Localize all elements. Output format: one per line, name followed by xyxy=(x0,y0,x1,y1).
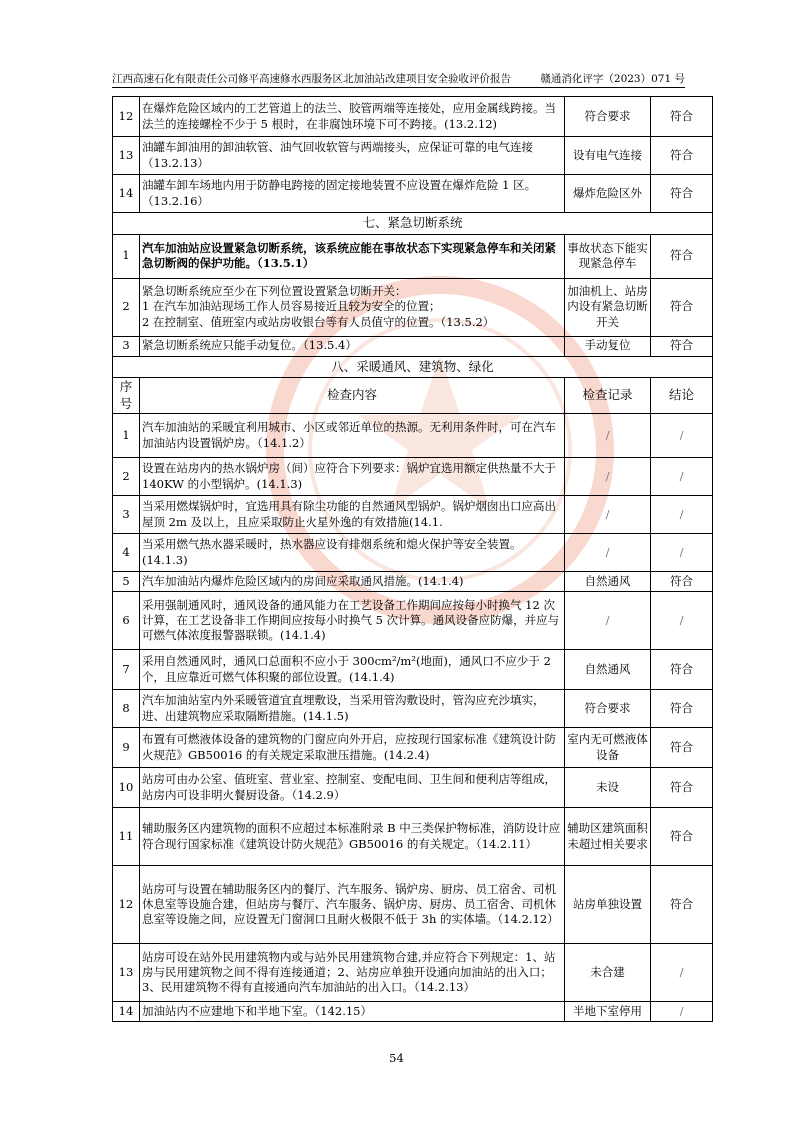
section-heading: 八、采暖通风、建筑物、绿化 xyxy=(113,356,713,378)
row-record: 设有电气连接 xyxy=(565,137,651,175)
row-result: 符合 xyxy=(651,650,713,690)
row-number: 14 xyxy=(113,1002,140,1022)
row-content: 站房可设在站外民用建筑物内或与站外民用建筑物合建,并应符合下列规定：1、站房与民用建筑物之间不得有连接通道；2、站房应单独开设通向加油站的出入口；3、民用建筑物不得有直接通向汽车加油站的出入口。（14.2.13） xyxy=(140,944,565,1002)
table-row xyxy=(113,97,713,137)
row-content: 当采用燃气热水器采暖时，热水器应设有排烟系统和熄火保护等安全装置。(14.1.3) xyxy=(140,534,565,572)
row-content: 当采用燃煤锅炉时，宜选用具有除尘功能的自然通风型锅炉。锅炉烟囱出口应高出屋顶 2m 及以上，且应采取防止火星外逸的有效措施(14.1. xyxy=(140,496,565,534)
row-result: 符合 xyxy=(651,728,713,768)
table-row xyxy=(113,414,713,458)
row-number: 2 xyxy=(113,458,140,496)
row-record: / xyxy=(565,496,651,534)
row-content: 汽车加油站应设置紧急切断系统，该系统应能在事故状态下实现紧急停车和关闭紧急切断阀的保护功能。（13.5.1） xyxy=(140,234,565,278)
row-result: 符合 xyxy=(651,690,713,728)
row-record: / xyxy=(565,458,651,496)
row-number: 2 xyxy=(113,278,140,336)
row-record: 符合要求 xyxy=(565,690,651,728)
row-record: 辅助区建筑面积未超过相关要求 xyxy=(565,808,651,866)
row-content: 汽车加油站的采暖宜利用城市、小区或邻近单位的热源。无利用条件时，可在汽车加油站内设置锅炉房。（14.1.2） xyxy=(140,414,565,458)
row-number: 13 xyxy=(113,944,140,1002)
report-title: 江西高速石化有限责任公司修平高速修水西服务区北加油站改建项目安全验收评价报告 xyxy=(112,73,511,85)
table-row xyxy=(113,728,713,768)
row-record: 半地下室停用 xyxy=(565,1002,651,1022)
row-number: 4 xyxy=(113,534,140,572)
col-header-result: 结论 xyxy=(651,378,713,414)
row-record: 事故状态下能实现紧急停车 xyxy=(565,234,651,278)
row-result: / xyxy=(651,458,713,496)
row-content: 采用自然通风时，通风口总面积不应小于 300cm²/m²(地面)，通风口不应少于 2 个，且应靠近可燃气体积聚的部位设置。(14.1.4) xyxy=(140,650,565,690)
row-record: 符合要求 xyxy=(565,97,651,137)
row-record: / xyxy=(565,592,651,650)
row-number: 14 xyxy=(113,175,140,213)
row-result: 符合 xyxy=(651,97,713,137)
col-header-no: 序号 xyxy=(113,378,140,414)
row-content: 布置有可燃液体设备的建筑物的门窗应向外开启，应按现行国家标准《建筑设计防火规范》GB50016 的有关规定采取泄压措施。(14.2.4) xyxy=(140,728,565,768)
row-result: / xyxy=(651,592,713,650)
row-result: 符合 xyxy=(651,278,713,336)
row-number: 1 xyxy=(113,414,140,458)
table-row xyxy=(113,650,713,690)
row-number: 6 xyxy=(113,592,140,650)
page-number: 54 xyxy=(389,1051,404,1065)
row-result: 符合 xyxy=(651,234,713,278)
row-number: 11 xyxy=(113,808,140,866)
table-row xyxy=(113,175,713,213)
row-result: / xyxy=(651,944,713,1002)
table-row xyxy=(113,137,713,175)
row-number: 10 xyxy=(113,768,140,808)
row-record: / xyxy=(565,534,651,572)
row-record: 未设 xyxy=(565,768,651,808)
table-row xyxy=(113,496,713,534)
row-content: 采用强制通风时，通风设备的通风能力在工艺设备工作期间应按每小时换气 12 次计算，在工艺设备非工作期间应按每小时换气 5 次计算。通风设备应防爆，并应与可燃气体浓度报警器联锁。(14.1.4) xyxy=(140,592,565,650)
row-content: 油罐车卸车场地内用于防静电跨接的固定接地装置不应设置在爆炸危险 1 区。（13.2.16） xyxy=(140,175,565,213)
row-content: 设置在站房内的热水锅炉房（间）应符合下列要求：锅炉宜选用额定供热量不大于 140KW 的小型锅炉。(14.1.3) xyxy=(140,458,565,496)
table-row xyxy=(113,944,713,1002)
table-row xyxy=(113,458,713,496)
row-number: 3 xyxy=(113,336,140,356)
row-content: 站房可由办公室、值班室、营业室、控制室、变配电间、卫生间和便利店等组成，站房内可设非明火餐厨设备。（14.2.9） xyxy=(140,768,565,808)
row-number: 12 xyxy=(113,97,140,137)
row-number: 3 xyxy=(113,496,140,534)
row-result: / xyxy=(651,534,713,572)
inspection-table xyxy=(112,96,713,1022)
row-record: 站房单独设置 xyxy=(565,866,651,944)
row-result: 符合 xyxy=(651,866,713,944)
col-header-content: 检查内容 xyxy=(140,378,565,414)
column-header-row xyxy=(113,378,713,414)
row-record: 手动复位 xyxy=(565,336,651,356)
table-row xyxy=(113,278,713,336)
row-record: 爆炸危险区外 xyxy=(565,175,651,213)
row-record: 室内无可燃液体设备 xyxy=(565,728,651,768)
table-row xyxy=(113,234,713,278)
row-record: / xyxy=(565,414,651,458)
section-heading: 七、紧急切断系统 xyxy=(113,213,713,235)
row-result: / xyxy=(651,414,713,458)
table-row xyxy=(113,1002,713,1022)
row-content: 油罐车卸油用的卸油软管、油气回收软管与两端接头，应保证可靠的电气连接（13.2.13） xyxy=(140,137,565,175)
row-result: 符合 xyxy=(651,768,713,808)
section-heading-row xyxy=(113,356,713,378)
section-heading-row xyxy=(113,213,713,235)
row-number: 1 xyxy=(113,234,140,278)
row-content: 紧急切断系统应至少在下列位置设置紧急切断开关： 1 在汽车加油站现场工作人员容易接近且较为安全的位置； 2 在控制室、值班室内或站房收银台等有人员值守的位置。（13.5.2） xyxy=(140,278,565,336)
row-number: 5 xyxy=(113,572,140,592)
table-row xyxy=(113,572,713,592)
row-number: 12 xyxy=(113,866,140,944)
row-number: 7 xyxy=(113,650,140,690)
row-number: 8 xyxy=(113,690,140,728)
row-content: 汽车加油站室内外采暖管道宜直埋敷设，当采用管沟敷设时，管沟应充沙填实，进、出建筑物应采取隔断措施。(14.1.5) xyxy=(140,690,565,728)
row-content: 辅助服务区内建筑物的面积不应超过本标准附录 B 中三类保护物标准，消防设计应符合现行国家标准《建筑设计防火规范》GB50016 的有关规定。（14.2.11） xyxy=(140,808,565,866)
row-result: / xyxy=(651,496,713,534)
report-number: 赣通消化评字（2023）071 号 xyxy=(540,73,685,85)
table-row xyxy=(113,808,713,866)
table-row xyxy=(113,534,713,572)
table-row xyxy=(113,768,713,808)
row-record: 加油机上、站房内设有紧急切断开关 xyxy=(565,278,651,336)
row-result: 符合 xyxy=(651,175,713,213)
row-result: 符合 xyxy=(651,808,713,866)
row-content: 紧急切断系统应只能手动复位。（13.5.4） xyxy=(140,336,565,356)
row-result: 符合 xyxy=(651,137,713,175)
table-row xyxy=(113,336,713,356)
row-content: 汽车加油站内爆炸危险区域内的房间应采取通风措施。(14.1.4) xyxy=(140,572,565,592)
row-result: 符合 xyxy=(651,572,713,592)
row-record: 自然通风 xyxy=(565,650,651,690)
row-result: 符合 xyxy=(651,336,713,356)
col-header-record: 检查记录 xyxy=(565,378,651,414)
row-content: 站房可与设置在辅助服务区内的餐厅、汽车服务、锅炉房、厨房、员工宿舍、司机休息室等设施合建，但站房与餐厅、汽车服务、锅炉房、厨房、员工宿舍、司机休息室等设施之间，应设置无门窗洞口且耐火极限不低于 3h 的实体墙。（14.2.12） xyxy=(140,866,565,944)
row-result: / xyxy=(651,1002,713,1022)
table-row xyxy=(113,866,713,944)
row-number: 13 xyxy=(113,137,140,175)
row-record: 自然通风 xyxy=(565,572,651,592)
table-row xyxy=(113,690,713,728)
row-record: 未合建 xyxy=(565,944,651,1002)
row-content: 在爆炸危险区域内的工艺管道上的法兰、胶管两端等连接处，应用金属线跨接。当法兰的连接螺栓不少于 5 根时，在非腐蚀环境下可不跨接。(13.2.12) xyxy=(140,97,565,137)
row-number: 9 xyxy=(113,728,140,768)
table-row xyxy=(113,592,713,650)
row-content: 加油站内不应建地下和半地下室。（142.15） xyxy=(140,1002,565,1022)
running-header xyxy=(112,71,685,88)
